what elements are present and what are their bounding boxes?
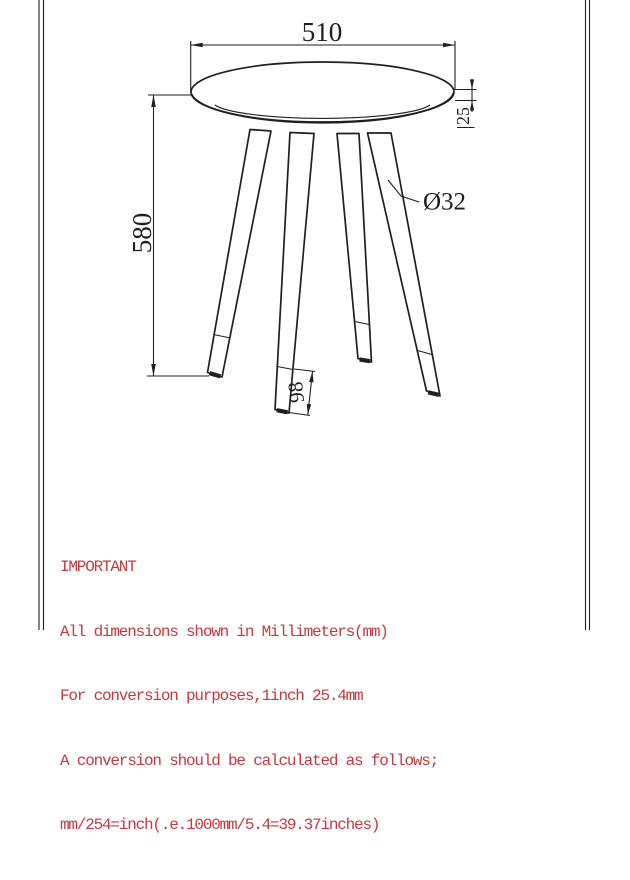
notes-line-1: All dimensions shown in Millimeters(mm): [60, 622, 388, 641]
leg-foot-tip: [428, 392, 438, 395]
dim-label-top-diameter: 510: [301, 17, 343, 47]
dim-label-top-thickness: 25: [453, 107, 473, 125]
dim-label-overall-height: 580: [127, 212, 157, 254]
notes-block: [60, 514, 580, 880]
table-leg-front-left: [208, 130, 272, 378]
notes-line-3: A conversion should be calculated as follows;: [60, 751, 439, 770]
page-frame-right-line: [586, 0, 590, 630]
notes-heading: IMPORTANT: [60, 558, 136, 576]
leg-foot-tip: [360, 360, 370, 362]
dim-label-foot-cap: 98: [282, 380, 310, 404]
leg-foot-tip: [277, 410, 288, 412]
dimension-top-thickness: [453, 79, 477, 128]
leg-outline: [337, 134, 372, 363]
notes-line-2: For conversion purposes,1inch 25.4mm: [60, 687, 363, 705]
dimension-overall-height: [127, 95, 209, 376]
page-frame-left-line: [39, 0, 44, 630]
table-top: [191, 62, 454, 123]
dimension-top-diameter: [191, 17, 455, 92]
notes-line-4: mm/254=inch(.e.1000mm/5.4=39.37inches): [60, 816, 380, 834]
leg-outline: [368, 133, 441, 396]
leg-outline: [208, 130, 272, 378]
table-top-surface: [191, 62, 454, 122]
table-leg-back-center: [337, 134, 372, 363]
dim-label-leg-diameter: Ø32: [423, 188, 467, 216]
table-leg-right: [368, 133, 441, 396]
